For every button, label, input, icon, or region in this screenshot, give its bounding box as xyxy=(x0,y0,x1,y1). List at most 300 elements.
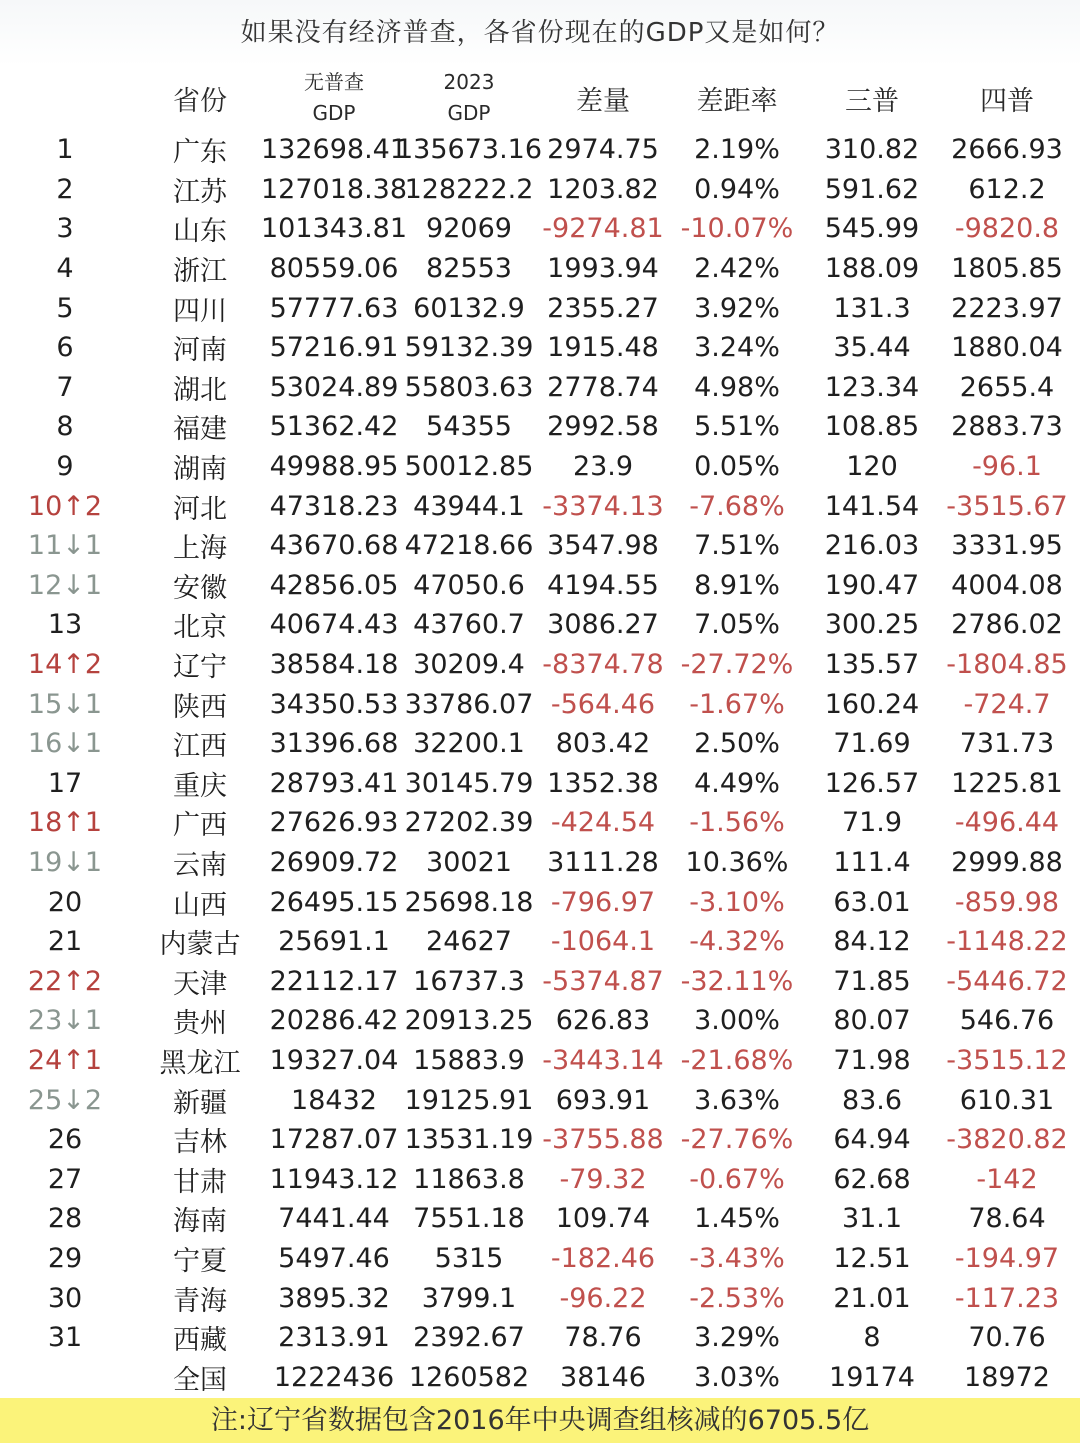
diff-rate-cell: 0.05% xyxy=(694,451,780,483)
third-census-cell: 63.01 xyxy=(833,886,911,918)
third-census-cell: 120 xyxy=(846,451,898,483)
gdp-2023-cell: 59132.39 xyxy=(404,332,534,364)
table-row xyxy=(0,605,1080,645)
third-census-cell: 190.47 xyxy=(824,569,920,601)
table-row xyxy=(0,1041,1080,1081)
rank-cell xyxy=(0,566,130,606)
no-census-gdp-cell: 20286.42 xyxy=(269,1005,399,1037)
third-census-cell: 108.85 xyxy=(824,411,920,443)
no-census-gdp-cell: 1222436 xyxy=(273,1361,395,1393)
table-row xyxy=(0,961,1080,1001)
diff-cell: -79.32 xyxy=(559,1163,647,1195)
table-row xyxy=(0,486,1080,526)
table-row xyxy=(0,1239,1080,1279)
fourth-census-cell: 3331.95 xyxy=(951,530,1063,562)
rank-cell xyxy=(0,170,130,210)
header-province: 省份 xyxy=(173,85,227,117)
no-census-gdp-cell: 132698.41 xyxy=(261,134,408,166)
no-census-gdp-cell: 26495.15 xyxy=(269,886,399,918)
rank-cell xyxy=(0,1001,130,1041)
header-fourth-census: 四普 xyxy=(980,85,1034,117)
rank-change: 1 xyxy=(84,530,103,562)
fourth-census-cell: 546.76 xyxy=(959,1005,1055,1037)
diff-rate-cell: -1.56% xyxy=(689,807,785,839)
diff-cell: 2974.75 xyxy=(547,134,659,166)
rank-number: 7 xyxy=(56,371,74,403)
third-census-cell: 84.12 xyxy=(833,926,911,958)
diff-rate-cell: 3.92% xyxy=(694,292,780,324)
province-cell: 河北 xyxy=(173,493,227,525)
no-census-gdp-cell: 127018.38 xyxy=(261,173,408,205)
diff-rate-cell: 0.94% xyxy=(694,173,780,205)
rank-number: 27 xyxy=(47,1163,83,1195)
no-census-gdp-cell: 3895.32 xyxy=(278,1282,390,1314)
rank-cell xyxy=(0,447,130,487)
rank-cell xyxy=(0,843,130,883)
fourth-census-cell: 610.31 xyxy=(959,1084,1055,1116)
diff-cell: -3443.14 xyxy=(542,1044,664,1076)
gdp-2023-cell: 27202.39 xyxy=(404,807,534,839)
fourth-census-cell: 2999.88 xyxy=(951,846,1063,878)
third-census-cell: 19174 xyxy=(829,1361,915,1393)
province-cell: 上海 xyxy=(173,533,227,565)
table-row xyxy=(0,249,1080,289)
no-census-gdp-cell: 80559.06 xyxy=(269,253,399,285)
rank-change: 2 xyxy=(84,965,103,997)
fourth-census-cell: 2666.93 xyxy=(951,134,1063,166)
rank-cell xyxy=(0,1239,130,1279)
rank-cell xyxy=(0,1357,130,1397)
fourth-census-cell: -724.7 xyxy=(963,688,1051,720)
no-census-gdp-cell: 28793.41 xyxy=(269,767,399,799)
gdp-2023-cell: 19125.91 xyxy=(404,1084,534,1116)
rank-number: 11 xyxy=(27,530,63,562)
gdp-2023-cell: 50012.85 xyxy=(404,451,534,483)
diff-rate-cell: -2.53% xyxy=(689,1282,785,1314)
third-census-cell: 64.94 xyxy=(833,1124,911,1156)
table-row xyxy=(0,1357,1080,1397)
table-row xyxy=(0,447,1080,487)
rank-number: 30 xyxy=(47,1282,83,1314)
fourth-census-cell: 2655.4 xyxy=(959,371,1055,403)
diff-rate-cell: -4.32% xyxy=(689,926,785,958)
diff-rate-cell: -27.76% xyxy=(680,1124,794,1156)
diff-rate-cell: -27.72% xyxy=(680,649,794,681)
gdp-2023-cell: 92069 xyxy=(426,213,512,245)
third-census-cell: 83.6 xyxy=(841,1084,903,1116)
province-cell: 陕西 xyxy=(173,691,227,723)
arrow-down-icon: ↓ xyxy=(62,530,85,562)
province-cell: 全国 xyxy=(173,1364,227,1396)
rank-change: 1 xyxy=(84,688,103,720)
rank-number: 4 xyxy=(56,253,74,285)
gdp-2023-cell: 2392.67 xyxy=(413,1322,525,1354)
arrow-down-icon: ↓ xyxy=(62,688,85,720)
province-cell: 福建 xyxy=(173,414,227,446)
diff-cell: -424.54 xyxy=(550,807,656,839)
no-census-gdp-cell: 53024.89 xyxy=(269,371,399,403)
rank-cell xyxy=(0,1278,130,1318)
diff-rate-cell: -1.67% xyxy=(689,688,785,720)
arrow-down-icon: ↓ xyxy=(62,846,85,878)
diff-cell: -5374.87 xyxy=(542,965,664,997)
rank-number: 12 xyxy=(27,569,63,601)
diff-rate-cell: 1.45% xyxy=(694,1203,780,1235)
diff-cell: 2355.27 xyxy=(547,292,659,324)
gdp-2023-cell: 1260582 xyxy=(408,1361,530,1393)
diff-cell: 1352.38 xyxy=(547,767,659,799)
gdp-2023-cell: 60132.9 xyxy=(413,292,525,324)
diff-rate-cell: 7.51% xyxy=(694,530,780,562)
diff-rate-cell: 3.00% xyxy=(694,1005,780,1037)
table-row xyxy=(0,764,1080,804)
diff-rate-cell: 4.98% xyxy=(694,371,780,403)
no-census-gdp-cell: 34350.53 xyxy=(269,688,399,720)
header-third-census: 三普 xyxy=(845,85,899,117)
province-cell: 浙江 xyxy=(173,256,227,288)
rank-cell xyxy=(0,407,130,447)
header-no-census-gdp: 无普查 GDP xyxy=(304,70,364,125)
diff-rate-cell: -0.67% xyxy=(689,1163,785,1195)
province-cell: 山西 xyxy=(173,889,227,921)
header-diff-rate: 差距率 xyxy=(696,85,778,117)
rank-cell xyxy=(0,486,130,526)
no-census-gdp-cell: 11943.12 xyxy=(269,1163,399,1195)
third-census-cell: 12.51 xyxy=(833,1242,911,1274)
province-cell: 内蒙古 xyxy=(159,929,241,961)
gdp-table xyxy=(0,66,1080,1397)
fourth-census-cell: 612.2 xyxy=(968,173,1046,205)
diff-rate-cell: -7.68% xyxy=(689,490,785,522)
no-census-gdp-cell: 18432 xyxy=(291,1084,377,1116)
rank-cell xyxy=(0,882,130,922)
rank-number: 5 xyxy=(56,292,74,324)
arrow-up-icon: ↑ xyxy=(62,965,85,997)
rank-cell xyxy=(0,922,130,962)
third-census-cell: 35.44 xyxy=(833,332,911,364)
no-census-gdp-cell: 27626.93 xyxy=(269,807,399,839)
footnote: 注:辽宁省数据包含2016年中央调查组核减的6705.5亿 xyxy=(0,1398,1080,1443)
rank-number: 8 xyxy=(56,411,74,443)
third-census-cell: 71.69 xyxy=(833,728,911,760)
rank-number: 14 xyxy=(27,649,63,681)
fourth-census-cell: 70.76 xyxy=(968,1322,1046,1354)
diff-cell: 4194.55 xyxy=(547,569,659,601)
rank-change: 1 xyxy=(84,569,103,601)
gdp-2023-cell: 15883.9 xyxy=(413,1044,525,1076)
table-row xyxy=(0,288,1080,328)
rank-number: 10 xyxy=(27,490,63,522)
table-row xyxy=(0,843,1080,883)
rank-number: 26 xyxy=(47,1124,83,1156)
gdp-2023-cell: 3799.1 xyxy=(421,1282,517,1314)
rank-cell xyxy=(0,605,130,645)
fourth-census-cell: -3820.82 xyxy=(946,1124,1068,1156)
rank-number: 24 xyxy=(27,1044,63,1076)
province-cell: 西藏 xyxy=(173,1325,227,1357)
rank-number: 15 xyxy=(27,688,63,720)
table-row xyxy=(0,645,1080,685)
rank-change: 2 xyxy=(84,490,103,522)
diff-rate-cell: -21.68% xyxy=(680,1044,794,1076)
table-row xyxy=(0,328,1080,368)
gdp-2023-cell: 16737.3 xyxy=(413,965,525,997)
table-row xyxy=(0,1080,1080,1120)
diff-rate-cell: -3.43% xyxy=(689,1242,785,1274)
gdp-2023-cell: 43760.7 xyxy=(413,609,525,641)
diff-cell: 3111.28 xyxy=(547,846,659,878)
table-row xyxy=(0,724,1080,764)
gdp-2023-cell: 25698.18 xyxy=(404,886,534,918)
rank-cell xyxy=(0,764,130,804)
rank-cell xyxy=(0,1159,130,1199)
arrow-up-icon: ↑ xyxy=(62,490,85,522)
province-cell: 江西 xyxy=(173,731,227,763)
diff-rate-cell: 2.19% xyxy=(694,134,780,166)
diff-rate-cell: 3.03% xyxy=(694,1361,780,1393)
third-census-cell: 31.1 xyxy=(841,1203,903,1235)
rank-number: 2 xyxy=(56,173,74,205)
table-row xyxy=(0,566,1080,606)
diff-rate-cell: -10.07% xyxy=(680,213,794,245)
table-row xyxy=(0,170,1080,210)
gdp-2023-cell: 32200.1 xyxy=(413,728,525,760)
table-row xyxy=(0,882,1080,922)
diff-cell: -796.97 xyxy=(550,886,656,918)
province-cell: 青海 xyxy=(173,1285,227,1317)
diff-rate-cell: 4.49% xyxy=(694,767,780,799)
province-cell: 辽宁 xyxy=(173,652,227,684)
third-census-cell: 21.01 xyxy=(833,1282,911,1314)
no-census-gdp-cell: 19327.04 xyxy=(269,1044,399,1076)
rank-number: 25 xyxy=(27,1084,63,1116)
fourth-census-cell: -9820.8 xyxy=(954,213,1060,245)
fourth-census-cell: 2786.02 xyxy=(951,609,1063,641)
no-census-gdp-cell: 43670.68 xyxy=(269,530,399,562)
rank-cell xyxy=(0,1120,130,1160)
rank-number: 22 xyxy=(27,965,63,997)
fourth-census-cell: -1148.22 xyxy=(946,926,1068,958)
third-census-cell: 545.99 xyxy=(824,213,920,245)
rank-cell xyxy=(0,645,130,685)
fourth-census-cell: -5446.72 xyxy=(946,965,1068,997)
rank-number: 17 xyxy=(47,767,83,799)
rank-number: 3 xyxy=(56,213,74,245)
table-row xyxy=(0,1001,1080,1041)
diff-rate-cell: 2.50% xyxy=(694,728,780,760)
third-census-cell: 80.07 xyxy=(833,1005,911,1037)
province-cell: 宁夏 xyxy=(173,1245,227,1277)
no-census-gdp-cell: 5497.46 xyxy=(278,1242,390,1274)
gdp-2023-cell: 13531.19 xyxy=(404,1124,534,1156)
third-census-cell: 8 xyxy=(863,1322,881,1354)
province-cell: 湖南 xyxy=(173,454,227,486)
third-census-cell: 111.4 xyxy=(833,846,911,878)
header-2023-gdp: 2023 GDP xyxy=(443,70,495,125)
province-cell: 天津 xyxy=(173,968,227,1000)
rank-cell xyxy=(0,1318,130,1358)
diff-cell: -9274.81 xyxy=(542,213,664,245)
table-row xyxy=(0,407,1080,447)
no-census-gdp-cell: 57777.63 xyxy=(269,292,399,324)
table-row xyxy=(0,1278,1080,1318)
third-census-cell: 71.98 xyxy=(833,1044,911,1076)
header-diff: 差量 xyxy=(576,85,630,117)
gdp-2023-cell: 30021 xyxy=(426,846,512,878)
rank-change: 1 xyxy=(84,846,103,878)
third-census-cell: 131.3 xyxy=(833,292,911,324)
diff-cell: -96.22 xyxy=(559,1282,647,1314)
fourth-census-cell: -859.98 xyxy=(954,886,1060,918)
diff-cell: 78.76 xyxy=(564,1322,642,1354)
fourth-census-cell: 78.64 xyxy=(968,1203,1046,1235)
diff-cell: -182.46 xyxy=(550,1242,656,1274)
province-cell: 新疆 xyxy=(173,1087,227,1119)
diff-rate-cell: 5.51% xyxy=(694,411,780,443)
table-row xyxy=(0,1120,1080,1160)
no-census-gdp-cell: 22112.17 xyxy=(269,965,399,997)
table-row xyxy=(0,1199,1080,1239)
rank-cell xyxy=(0,526,130,566)
table-row xyxy=(0,368,1080,408)
province-cell: 黑龙江 xyxy=(159,1047,241,1079)
gdp-2023-cell: 47218.66 xyxy=(404,530,534,562)
rank-change: 2 xyxy=(84,1084,103,1116)
rank-cell xyxy=(0,1080,130,1120)
table-row xyxy=(0,922,1080,962)
arrow-down-icon: ↓ xyxy=(62,569,85,601)
province-cell: 安徽 xyxy=(173,572,227,604)
arrow-down-icon: ↓ xyxy=(62,1005,85,1037)
rank-change: 1 xyxy=(84,807,103,839)
gdp-2023-cell: 5315 xyxy=(434,1242,504,1274)
fourth-census-cell: -496.44 xyxy=(954,807,1060,839)
third-census-cell: 123.34 xyxy=(824,371,920,403)
diff-rate-cell: 10.36% xyxy=(685,846,789,878)
rank-cell xyxy=(0,961,130,1001)
fourth-census-cell: -194.97 xyxy=(954,1242,1060,1274)
diff-rate-cell: 3.63% xyxy=(694,1084,780,1116)
table-header xyxy=(0,66,1080,130)
gdp-2023-cell: 135673.16 xyxy=(396,134,543,166)
no-census-gdp-cell: 101343.81 xyxy=(261,213,408,245)
fourth-census-cell: 1225.81 xyxy=(951,767,1063,799)
diff-cell: -8374.78 xyxy=(542,649,664,681)
rank-cell xyxy=(0,209,130,249)
no-census-gdp-cell: 2313.91 xyxy=(278,1322,390,1354)
fourth-census-cell: -142 xyxy=(976,1163,1038,1195)
third-census-cell: 141.54 xyxy=(824,490,920,522)
third-census-cell: 160.24 xyxy=(824,688,920,720)
diff-cell: 1203.82 xyxy=(547,173,659,205)
gdp-2023-cell: 30145.79 xyxy=(404,767,534,799)
province-cell: 北京 xyxy=(173,612,227,644)
diff-cell: -1064.1 xyxy=(550,926,656,958)
diff-cell: 626.83 xyxy=(555,1005,651,1037)
diff-cell: 693.91 xyxy=(555,1084,651,1116)
table-row xyxy=(0,803,1080,843)
gdp-2023-cell: 11863.8 xyxy=(413,1163,525,1195)
fourth-census-cell: -117.23 xyxy=(954,1282,1060,1314)
gdp-2023-cell: 82553 xyxy=(426,253,512,285)
rank-change: 1 xyxy=(84,1044,103,1076)
table-row xyxy=(0,1159,1080,1199)
no-census-gdp-cell: 7441.44 xyxy=(278,1203,390,1235)
diff-cell: -3755.88 xyxy=(542,1124,664,1156)
rank-number: 18 xyxy=(27,807,63,839)
no-census-gdp-cell: 47318.23 xyxy=(269,490,399,522)
rank-cell xyxy=(0,684,130,724)
gdp-2023-cell: 20913.25 xyxy=(404,1005,534,1037)
province-cell: 广西 xyxy=(173,810,227,842)
province-cell: 贵州 xyxy=(173,1008,227,1040)
rank-number: 9 xyxy=(56,451,74,483)
gdp-2023-cell: 43944.1 xyxy=(413,490,525,522)
rank-number: 28 xyxy=(47,1203,83,1235)
fourth-census-cell: 2223.97 xyxy=(951,292,1063,324)
diff-cell: 38146 xyxy=(560,1361,646,1393)
third-census-cell: 126.57 xyxy=(824,767,920,799)
rank-number: 23 xyxy=(27,1005,63,1037)
diff-cell: 3547.98 xyxy=(547,530,659,562)
diff-cell: 2778.74 xyxy=(547,371,659,403)
rank-number: 20 xyxy=(47,886,83,918)
no-census-gdp-cell: 31396.68 xyxy=(269,728,399,760)
table-row xyxy=(0,526,1080,566)
diff-cell: 3086.27 xyxy=(547,609,659,641)
province-cell: 江苏 xyxy=(173,176,227,208)
arrow-down-icon: ↓ xyxy=(62,1084,85,1116)
gdp-2023-cell: 55803.63 xyxy=(404,371,534,403)
diff-cell: 2992.58 xyxy=(547,411,659,443)
rank-number: 6 xyxy=(56,332,74,364)
rank-cell xyxy=(0,1199,130,1239)
page-title: 如果没有经济普查，各省份现在的GDP又是如何？ xyxy=(0,0,1080,66)
diff-cell: 1993.94 xyxy=(547,253,659,285)
no-census-gdp-cell: 40674.43 xyxy=(269,609,399,641)
rank-cell xyxy=(0,803,130,843)
arrow-up-icon: ↑ xyxy=(62,807,85,839)
arrow-up-icon: ↑ xyxy=(62,649,85,681)
rank-cell xyxy=(0,130,130,170)
no-census-gdp-cell: 17287.07 xyxy=(269,1124,399,1156)
rank-cell xyxy=(0,249,130,289)
third-census-cell: 71.9 xyxy=(841,807,903,839)
fourth-census-cell: -1804.85 xyxy=(946,649,1068,681)
diff-rate-cell: -3.10% xyxy=(689,886,785,918)
diff-rate-cell: 8.91% xyxy=(694,569,780,601)
diff-cell: -3374.13 xyxy=(542,490,664,522)
gdp-2023-cell: 30209.4 xyxy=(413,649,525,681)
rank-cell xyxy=(0,724,130,764)
fourth-census-cell: 4004.08 xyxy=(951,569,1063,601)
diff-rate-cell: 3.29% xyxy=(694,1322,780,1354)
rank-number: 21 xyxy=(47,926,83,958)
no-census-gdp-cell: 49988.95 xyxy=(269,451,399,483)
diff-rate-cell: 2.42% xyxy=(694,253,780,285)
no-census-gdp-cell: 25691.1 xyxy=(278,926,390,958)
rank-cell xyxy=(0,368,130,408)
rank-change: 2 xyxy=(84,649,103,681)
fourth-census-cell: 731.73 xyxy=(959,728,1055,760)
no-census-gdp-cell: 26909.72 xyxy=(269,846,399,878)
third-census-cell: 62.68 xyxy=(833,1163,911,1195)
gdp-2023-cell: 24627 xyxy=(426,926,512,958)
fourth-census-cell: -3515.12 xyxy=(946,1044,1068,1076)
fourth-census-cell: 18972 xyxy=(964,1361,1050,1393)
rank-number: 29 xyxy=(47,1242,83,1274)
third-census-cell: 591.62 xyxy=(824,173,920,205)
